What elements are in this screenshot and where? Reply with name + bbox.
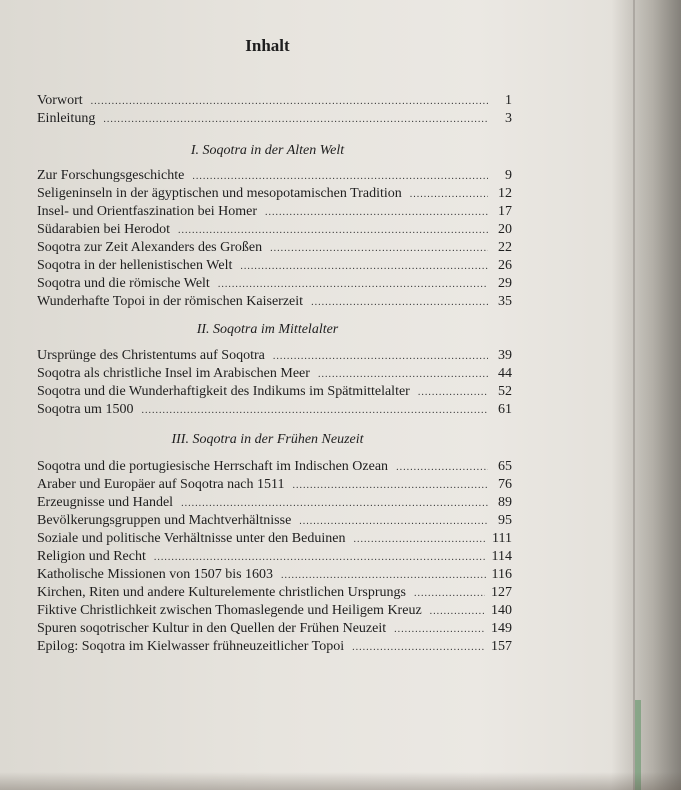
toc-entry (37, 547, 512, 567)
page-title: Inhalt (245, 36, 290, 55)
toc-entry-title: Soziale und politische Verhältnisse unter den Beduinen (37, 531, 346, 546)
toc-entry-title: Araber und Europäer auf Soqotra nach 1511 (37, 477, 285, 492)
page-edge-line (633, 0, 635, 790)
toc-entry-title: Einleitung (37, 111, 96, 126)
toc-entry-page: 149 (491, 621, 512, 636)
toc-entry (37, 220, 512, 240)
toc-entry-title: Seligeninseln in der ägyptischen und mesopotamischen Tradition (37, 186, 402, 201)
toc-entry-page: 61 (498, 402, 512, 417)
toc-entry-title: Katholische Missionen von 1507 bis 1603 (37, 567, 274, 582)
toc-entry-title: Südarabien bei Herodot (37, 222, 170, 237)
section-heading: II. Soqotra im Mittelalter (196, 322, 339, 337)
section-heading: III. Soqotra in der Frühen Neuzeit (171, 432, 364, 447)
toc-entry-title: Spuren soqotrischer Kultur in den Quellen der Frühen Neuzeit (37, 621, 387, 636)
toc-entry-title: Soqotra und die römische Welt (37, 276, 210, 291)
toc-entry-page: 157 (491, 639, 512, 654)
toc-entry-title: Zur Forschungsgeschichte (37, 168, 185, 183)
toc-entry-title: Vorwort (37, 93, 83, 108)
toc-entry (37, 166, 512, 186)
toc-leader (352, 638, 485, 658)
toc-entry-page: 9 (505, 168, 512, 183)
toc-entry (37, 382, 512, 402)
toc-entry-page: 12 (498, 186, 512, 201)
toc-entry (37, 238, 512, 258)
toc-entry-page: 17 (498, 204, 512, 219)
toc-entry (37, 601, 512, 621)
bottom-shadow (0, 772, 681, 790)
toc-entry (37, 346, 512, 366)
toc-entry (37, 256, 512, 276)
toc-entry-title: Bevölkerungsgruppen und Machtverhältnisse (37, 513, 292, 528)
toc-entry-page: 20 (498, 222, 512, 237)
toc-entry (37, 619, 512, 639)
toc-entry-title: Fiktive Christlichkeit zwischen Thomaslegende und Heiligem Kreuz (37, 603, 422, 618)
toc-entry (37, 109, 512, 129)
toc-entry-title: Erzeugnisse und Handel (37, 495, 174, 510)
toc-entry-page: 65 (498, 459, 512, 474)
toc-entry-title: Wunderhafte Topoi in der römischen Kaiserzeit (37, 294, 304, 309)
toc-entry-title: Epilog: Soqotra im Kielwasser frühneuzeitlicher Topoi (37, 639, 345, 654)
page-edge-shadow (611, 0, 681, 790)
toc-entry (37, 274, 512, 294)
toc-entry (37, 565, 512, 585)
toc-entry-page: 95 (498, 513, 512, 528)
toc-entry (37, 184, 512, 204)
toc-entry-title: Soqotra in der hellenistischen Welt (37, 258, 233, 273)
toc-entry-title: Ursprünge des Christentums auf Soqotra (37, 348, 265, 363)
toc-entry-page: 76 (498, 477, 512, 492)
toc-entry-title: Religion und Recht (37, 549, 146, 564)
toc-entry-title: Soqotra als christliche Insel im Arabischen Meer (37, 366, 310, 381)
toc-entry-title: Soqotra um 1500 (37, 402, 134, 417)
toc-entry-page: 22 (498, 240, 512, 255)
toc-entry (37, 292, 512, 312)
toc-entry (37, 511, 512, 531)
toc-entry (37, 457, 512, 477)
toc-leader (311, 293, 488, 313)
toc-entry-page: 140 (491, 603, 512, 618)
toc-entry-page: 29 (498, 276, 512, 291)
toc-entry-page: 116 (491, 567, 512, 582)
toc-entry-title: Kirchen, Riten und andere Kulturelemente christlichen Ursprungs (37, 585, 406, 600)
toc-leader (103, 110, 488, 130)
toc-entry-title: Insel- und Orientfaszination bei Homer (37, 204, 258, 219)
toc-entry-title: Soqotra und die Wunderhaftigkeit des Indikums im Spätmittelalter (37, 384, 410, 399)
toc-entry (37, 202, 512, 222)
toc-entry (37, 493, 512, 513)
toc-entry-page: 1 (505, 93, 512, 108)
toc-entry-page: 26 (498, 258, 512, 273)
toc-entry (37, 364, 512, 384)
toc-entry-page: 44 (498, 366, 512, 381)
toc-entry-title: Soqotra und die portugiesische Herrschaft im Indischen Ozean (37, 459, 389, 474)
toc-leader (141, 401, 488, 421)
toc-entry-page: 114 (491, 549, 512, 564)
toc-entry-page: 35 (498, 294, 512, 309)
toc-entry (37, 400, 512, 420)
toc-entry-page: 52 (498, 384, 512, 399)
toc-entry-page: 89 (498, 495, 512, 510)
toc-entry-page: 3 (505, 111, 512, 126)
toc-entry (37, 637, 512, 657)
toc-entry (37, 475, 512, 495)
toc-entry (37, 529, 512, 549)
section-heading: I. Soqotra in der Alten Welt (190, 143, 345, 158)
toc-entry-page: 111 (492, 531, 512, 546)
toc-entry (37, 91, 512, 111)
toc-entry-page: 127 (491, 585, 512, 600)
toc-entry-title: Soqotra zur Zeit Alexanders des Großen (37, 240, 263, 255)
toc-entry (37, 583, 512, 603)
toc-entry-page: 39 (498, 348, 512, 363)
